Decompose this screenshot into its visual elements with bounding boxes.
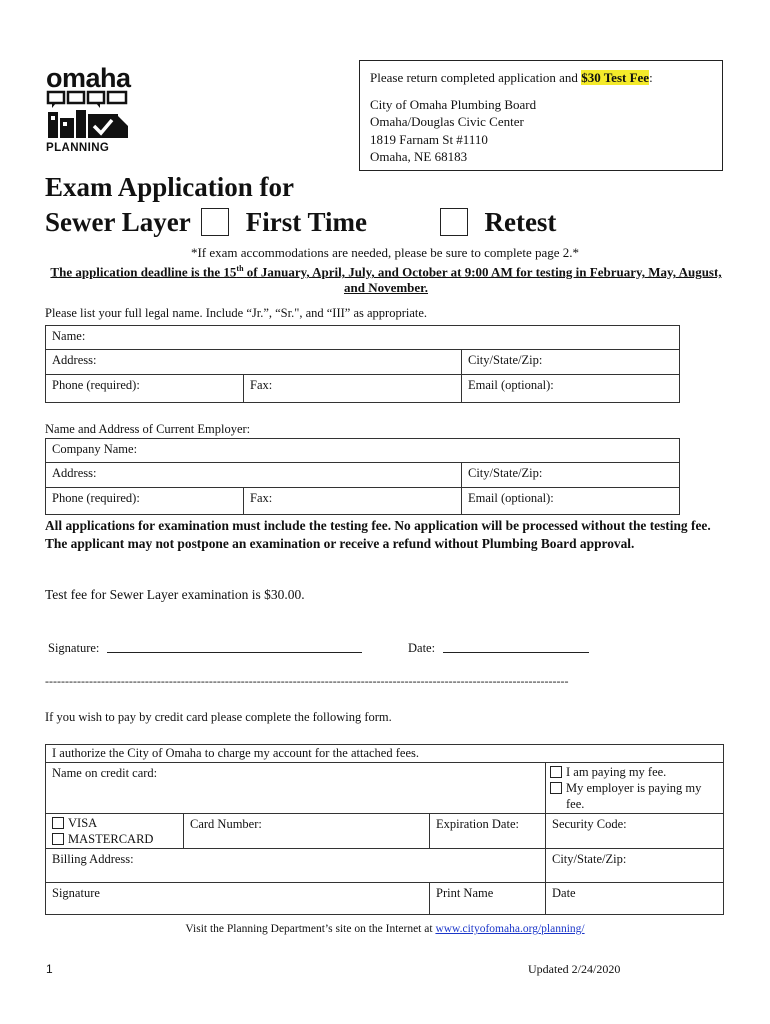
applicant-phone-field[interactable]: Phone (required): <box>46 375 244 403</box>
applicant-fax-field[interactable]: Fax: <box>244 375 462 403</box>
address-line-2: Omaha/Douglas Civic Center <box>370 114 524 129</box>
visa-label: VISA <box>68 816 98 830</box>
mastercard-checkbox[interactable] <box>52 833 64 845</box>
return-instruction-text: Please return completed application and <box>370 70 582 85</box>
accommodations-note: *If exam accommodations are needed, please be sure to complete page 2.* <box>190 245 580 260</box>
retest-checkbox[interactable] <box>440 208 468 236</box>
company-name-field[interactable]: Company Name: <box>46 439 680 463</box>
employer-city-field[interactable]: City/State/Zip: <box>462 463 680 488</box>
applicant-name-field[interactable]: Name: <box>46 326 680 350</box>
employer-section-label: Name and Address of Current Employer: <box>45 422 251 436</box>
deadline-notice <box>45 261 727 296</box>
deadline-superscript: th <box>236 264 244 273</box>
cc-date-field[interactable]: Date <box>546 883 724 915</box>
date-line[interactable] <box>443 652 589 653</box>
paying-employer-option[interactable] <box>550 780 719 812</box>
name-instructions: Please list your full legal name. Include “Jr.”, “Sr.", and “III” as appropriate. <box>45 306 428 320</box>
mastercard-option[interactable] <box>52 831 177 847</box>
date-label: Date: <box>408 641 436 655</box>
cc-signature-field[interactable]: Signature <box>46 883 430 915</box>
visa-option[interactable] <box>52 815 177 831</box>
page-title: Exam Application for <box>45 172 295 202</box>
employer-address-field[interactable]: Address: <box>46 463 462 488</box>
return-instruction <box>370 69 712 87</box>
employer-info-table <box>45 438 680 515</box>
authorization-statement: I authorize the City of Omaha to charge my account for the attached fees. <box>46 745 724 763</box>
deadline-text-start: The application deadline is the 15 <box>50 264 237 280</box>
employer-phone-field[interactable]: Phone (required): <box>46 488 244 515</box>
omaha-planning-logo-icon <box>46 90 136 142</box>
paying-self-label: I am paying my fee. <box>566 765 667 779</box>
website-text: Visit the Planning Department’s site on the Internet at <box>185 923 436 935</box>
mastercard-label: MASTERCARD <box>68 832 154 846</box>
logo-wordmark: omaha <box>46 63 131 93</box>
paying-self-checkbox[interactable] <box>550 766 562 778</box>
applicant-address-field[interactable]: Address: <box>46 350 462 375</box>
page-number: 1 <box>46 962 53 976</box>
return-instruction-colon: : <box>649 70 653 85</box>
applicant-email-field[interactable]: Email (optional): <box>462 375 680 403</box>
card-number-field[interactable]: Card Number: <box>184 814 430 849</box>
fee-warning: All applications for examination must include the testing fee. No application will be processed without the testing fee. The applicant may not postpone an examination or receive a refund without Plumbing Board approval. <box>45 518 711 551</box>
logo-subtitle: PLANNING <box>46 142 110 154</box>
website-notice <box>0 923 770 935</box>
visa-checkbox[interactable] <box>52 817 64 829</box>
first-time-checkbox[interactable] <box>201 208 229 236</box>
test-fee-statement: Test fee for Sewer Layer examination is $30.00. <box>45 587 305 602</box>
signature-line[interactable] <box>107 652 362 653</box>
employer-fax-field[interactable]: Fax: <box>244 488 462 515</box>
updated-date: Updated 2/24/2020 <box>528 962 621 976</box>
retest-label: Retest <box>484 207 557 237</box>
deadline-text-end: of January, April, July, and October at 9:00 AM for testing in February, May, August, and November. <box>243 264 722 296</box>
test-fee-highlight: $30 Test Fee <box>581 70 650 85</box>
credit-card-table <box>45 744 724 915</box>
expiration-date-field[interactable]: Expiration Date: <box>430 814 546 849</box>
return-address-box <box>359 60 723 171</box>
signature-label: Signature: <box>48 641 100 655</box>
billing-address-field[interactable]: Billing Address: <box>46 849 546 883</box>
paying-employer-label: My employer is paying my fee. <box>566 781 702 811</box>
billing-city-field[interactable]: City/State/Zip: <box>546 849 724 883</box>
payer-options <box>546 763 724 814</box>
cut-line-divider: ----------------------------------------------------------------------------------------------------------------------------------- <box>45 674 569 688</box>
employer-email-field[interactable]: Email (optional): <box>462 488 680 515</box>
paying-self-option[interactable] <box>550 764 719 780</box>
applicant-info-table <box>45 325 680 403</box>
planning-website-link[interactable]: www.cityofomaha.org/planning/ <box>435 923 585 935</box>
address-line-3: 1819 Farnam St #1110 <box>370 131 488 147</box>
address-line-1: City of Omaha Plumbing Board <box>370 96 537 112</box>
paying-employer-checkbox[interactable] <box>550 782 562 794</box>
name-on-card-field[interactable]: Name on credit card: <box>46 763 546 814</box>
first-time-label: First Time <box>245 207 367 237</box>
security-code-field[interactable]: Security Code: <box>546 814 724 849</box>
applicant-city-field[interactable]: City/State/Zip: <box>462 350 680 375</box>
print-name-field[interactable]: Print Name <box>430 883 546 915</box>
card-type-options <box>46 814 184 849</box>
credit-card-intro: If you wish to pay by credit card please complete the following form. <box>45 710 392 724</box>
exam-type-label: Sewer Layer <box>45 207 191 237</box>
exam-type-row <box>45 205 556 239</box>
address-line-4: Omaha, NE 68183 <box>370 149 468 164</box>
